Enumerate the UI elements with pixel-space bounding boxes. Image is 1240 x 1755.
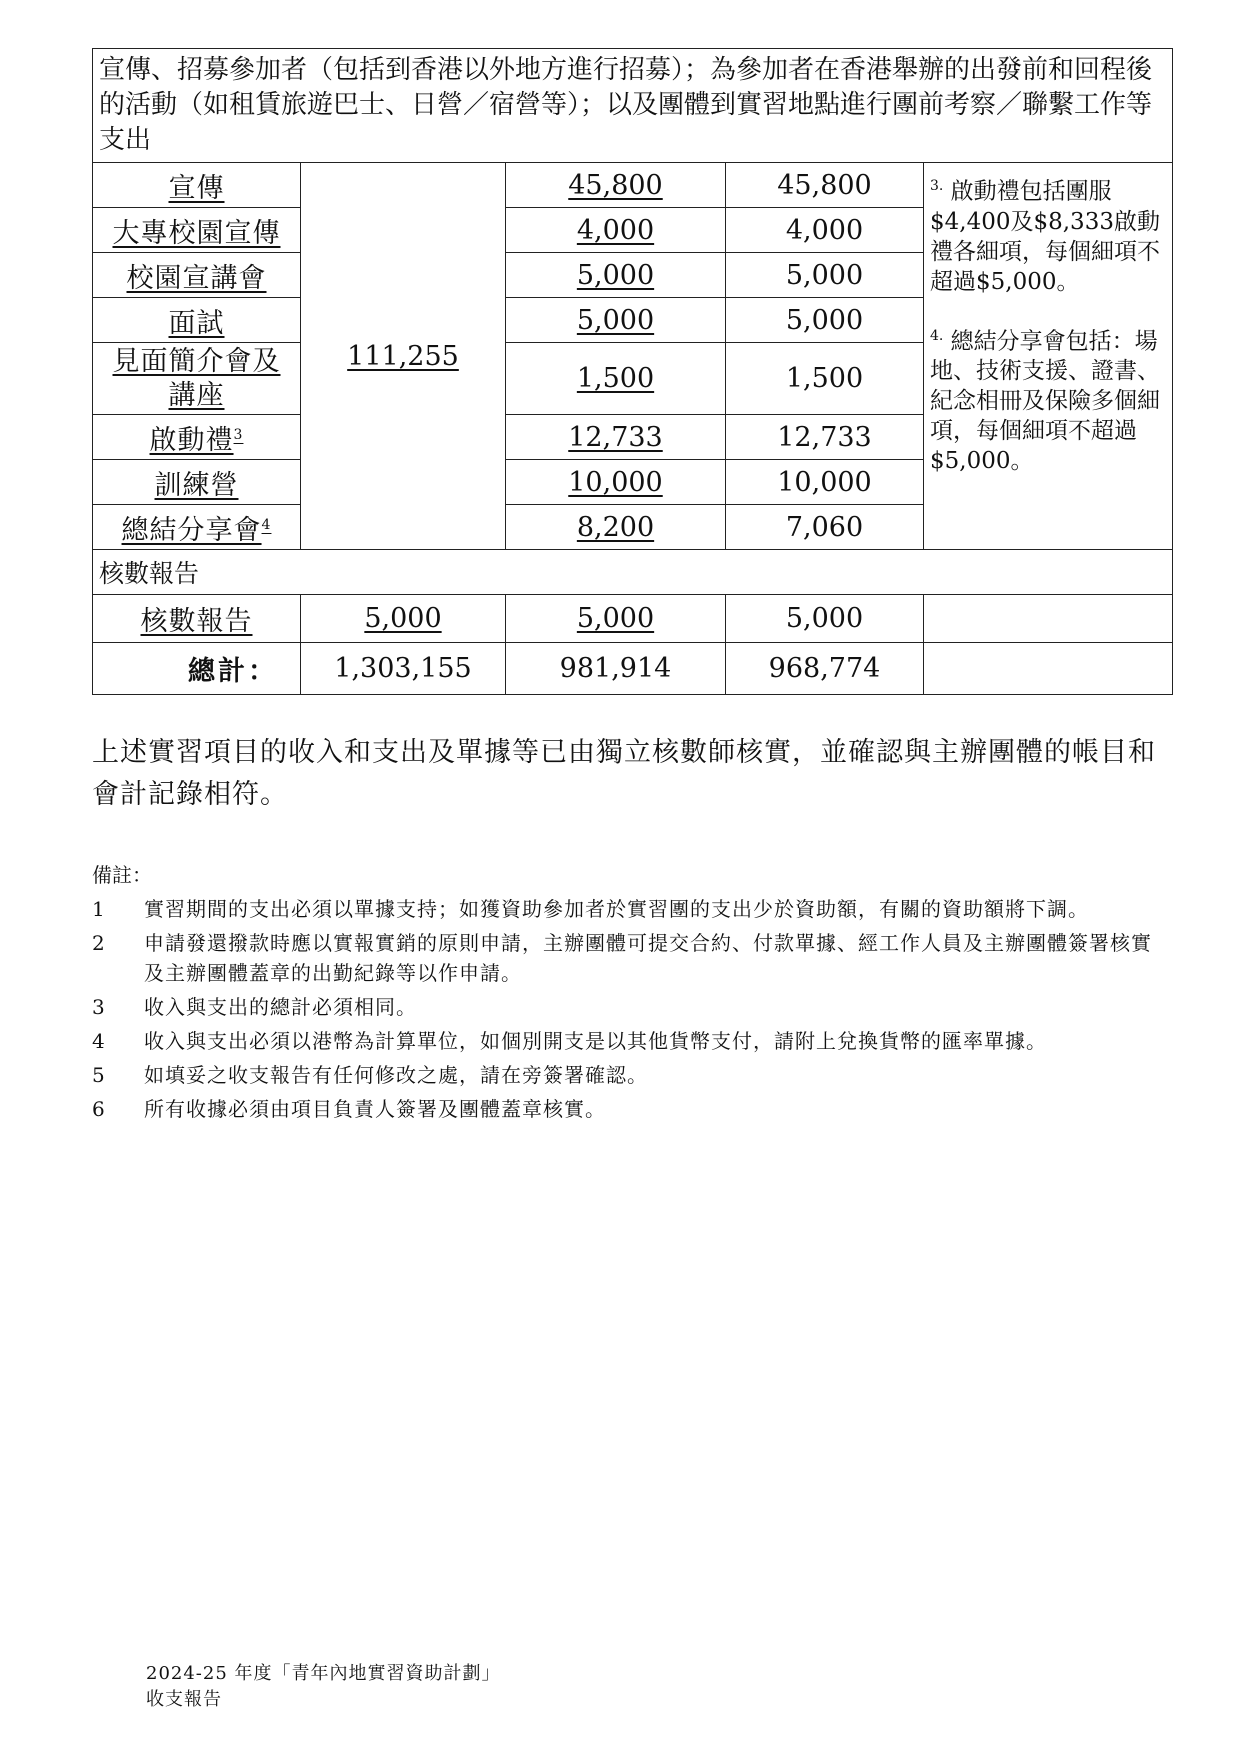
- item-name: 見面簡介會及講座: [93, 343, 301, 415]
- approved-amount: 5,000: [506, 298, 726, 343]
- audit-section-header: [93, 550, 1173, 595]
- actual-amount: 5,000: [726, 595, 924, 643]
- group-budget: 111,255: [301, 163, 506, 550]
- table-row: [93, 163, 1173, 208]
- remark-item: 5 如填妥之收支報告有任何修改之處，請在旁簽署確認。: [92, 1063, 648, 1087]
- note-3: $^{3.}$ 啟動禮包括團服$4,400及$8,333啟動禮各細項，每個細項不超過$5,000。: [930, 178, 1160, 295]
- total-approved: 981,914: [506, 643, 726, 695]
- remark-item: 2 申請發還撥款時應以實報實銷的原則申請，主辦團體可提交合約、付款單據、經工作人員及主辦團體簽署核實及主辦團體蓋章的出勤紀錄等以作申請。: [92, 931, 1152, 985]
- total-label: 總計：: [93, 643, 301, 695]
- category-description: 宣傳、招募參加者（包括到香港以外地方進行招募）；為參加者在香港舉辦的出發前和回程後的活動（如租賃旅遊巴士、日營／宿營等）；以及團體到實習地點進行團前考察／聯繫工作等支出: [93, 49, 1173, 163]
- actual-amount: 7,060: [726, 505, 924, 550]
- approved-amount: 5,000: [506, 595, 726, 643]
- remarks-title: 備註：: [92, 863, 152, 887]
- item-name: 面試: [93, 298, 301, 343]
- actual-amount: 4,000: [726, 208, 924, 253]
- remark-item: 4 收入與支出必須以港幣為計算單位，如個別開支是以其他貨幣支付，請附上兌換貨幣的匯率單據。: [92, 1029, 1047, 1053]
- item-name: 啟動禮$^3$: [93, 415, 301, 460]
- item-name: 核數報告: [93, 595, 301, 643]
- approved-amount: 5,000: [506, 253, 726, 298]
- actual-amount: 5,000: [726, 298, 924, 343]
- footer-scheme-title: 2024-25 年度「青年內地實習資助計劃」: [146, 1663, 501, 1684]
- notes-cell: [924, 163, 1173, 550]
- approved-amount: 1,500: [506, 343, 726, 415]
- note-4: $^{4.}$ 總結分享會包括：場地、技術支援、證書、紀念相冊及保險多個細項，每個細項不超過$5,000。: [930, 327, 1160, 475]
- actual-amount: 10,000: [726, 460, 924, 505]
- item-name: 宣傳: [93, 163, 301, 208]
- approved-amount: 4,000: [506, 208, 726, 253]
- remark-item: 1 實習期間的支出必須以單據支持；如獲資助參加者於實習團的支出少於資助額，有關的資助額將下調。: [92, 897, 1089, 921]
- approved-amount: 12,733: [506, 415, 726, 460]
- total-budget: 1,303,155: [301, 643, 506, 695]
- item-name: 大專校園宣傳: [93, 208, 301, 253]
- remark-item: 6 所有收據必須由項目負責人簽署及團體蓋章核實。: [92, 1097, 606, 1121]
- empty-cell: [924, 595, 1173, 643]
- remark-item: 3 收入與支出的總計必須相同。: [92, 995, 417, 1019]
- item-name: 校園宣講會: [93, 253, 301, 298]
- approved-amount: 8,200: [506, 505, 726, 550]
- table-row: [93, 595, 1173, 643]
- item-name: 訓練營: [93, 460, 301, 505]
- remarks-section: [92, 860, 1172, 1128]
- budget-amount: 5,000: [301, 595, 506, 643]
- empty-cell: [924, 643, 1173, 695]
- approved-amount: 10,000: [506, 460, 726, 505]
- expenditure-table: [92, 48, 1173, 695]
- audit-statement: 上述實習項目的收入和支出及單據等已由獨立核數師核實，並確認與主辦團體的帳目和會計記錄相符。: [92, 737, 1156, 810]
- totals-row: [93, 643, 1173, 695]
- total-actual: 968,774: [726, 643, 924, 695]
- actual-amount: 45,800: [726, 163, 924, 208]
- page-footer: [146, 1661, 501, 1713]
- approved-amount: 45,800: [506, 163, 726, 208]
- item-name: 總結分享會$^4$: [93, 505, 301, 550]
- audit-section-title: 核數報告: [93, 550, 1173, 595]
- actual-amount: 12,733: [726, 415, 924, 460]
- category-header-row: [93, 49, 1173, 163]
- footer-report-title: 收支報告: [146, 1689, 222, 1710]
- actual-amount: 1,500: [726, 343, 924, 415]
- actual-amount: 5,000: [726, 253, 924, 298]
